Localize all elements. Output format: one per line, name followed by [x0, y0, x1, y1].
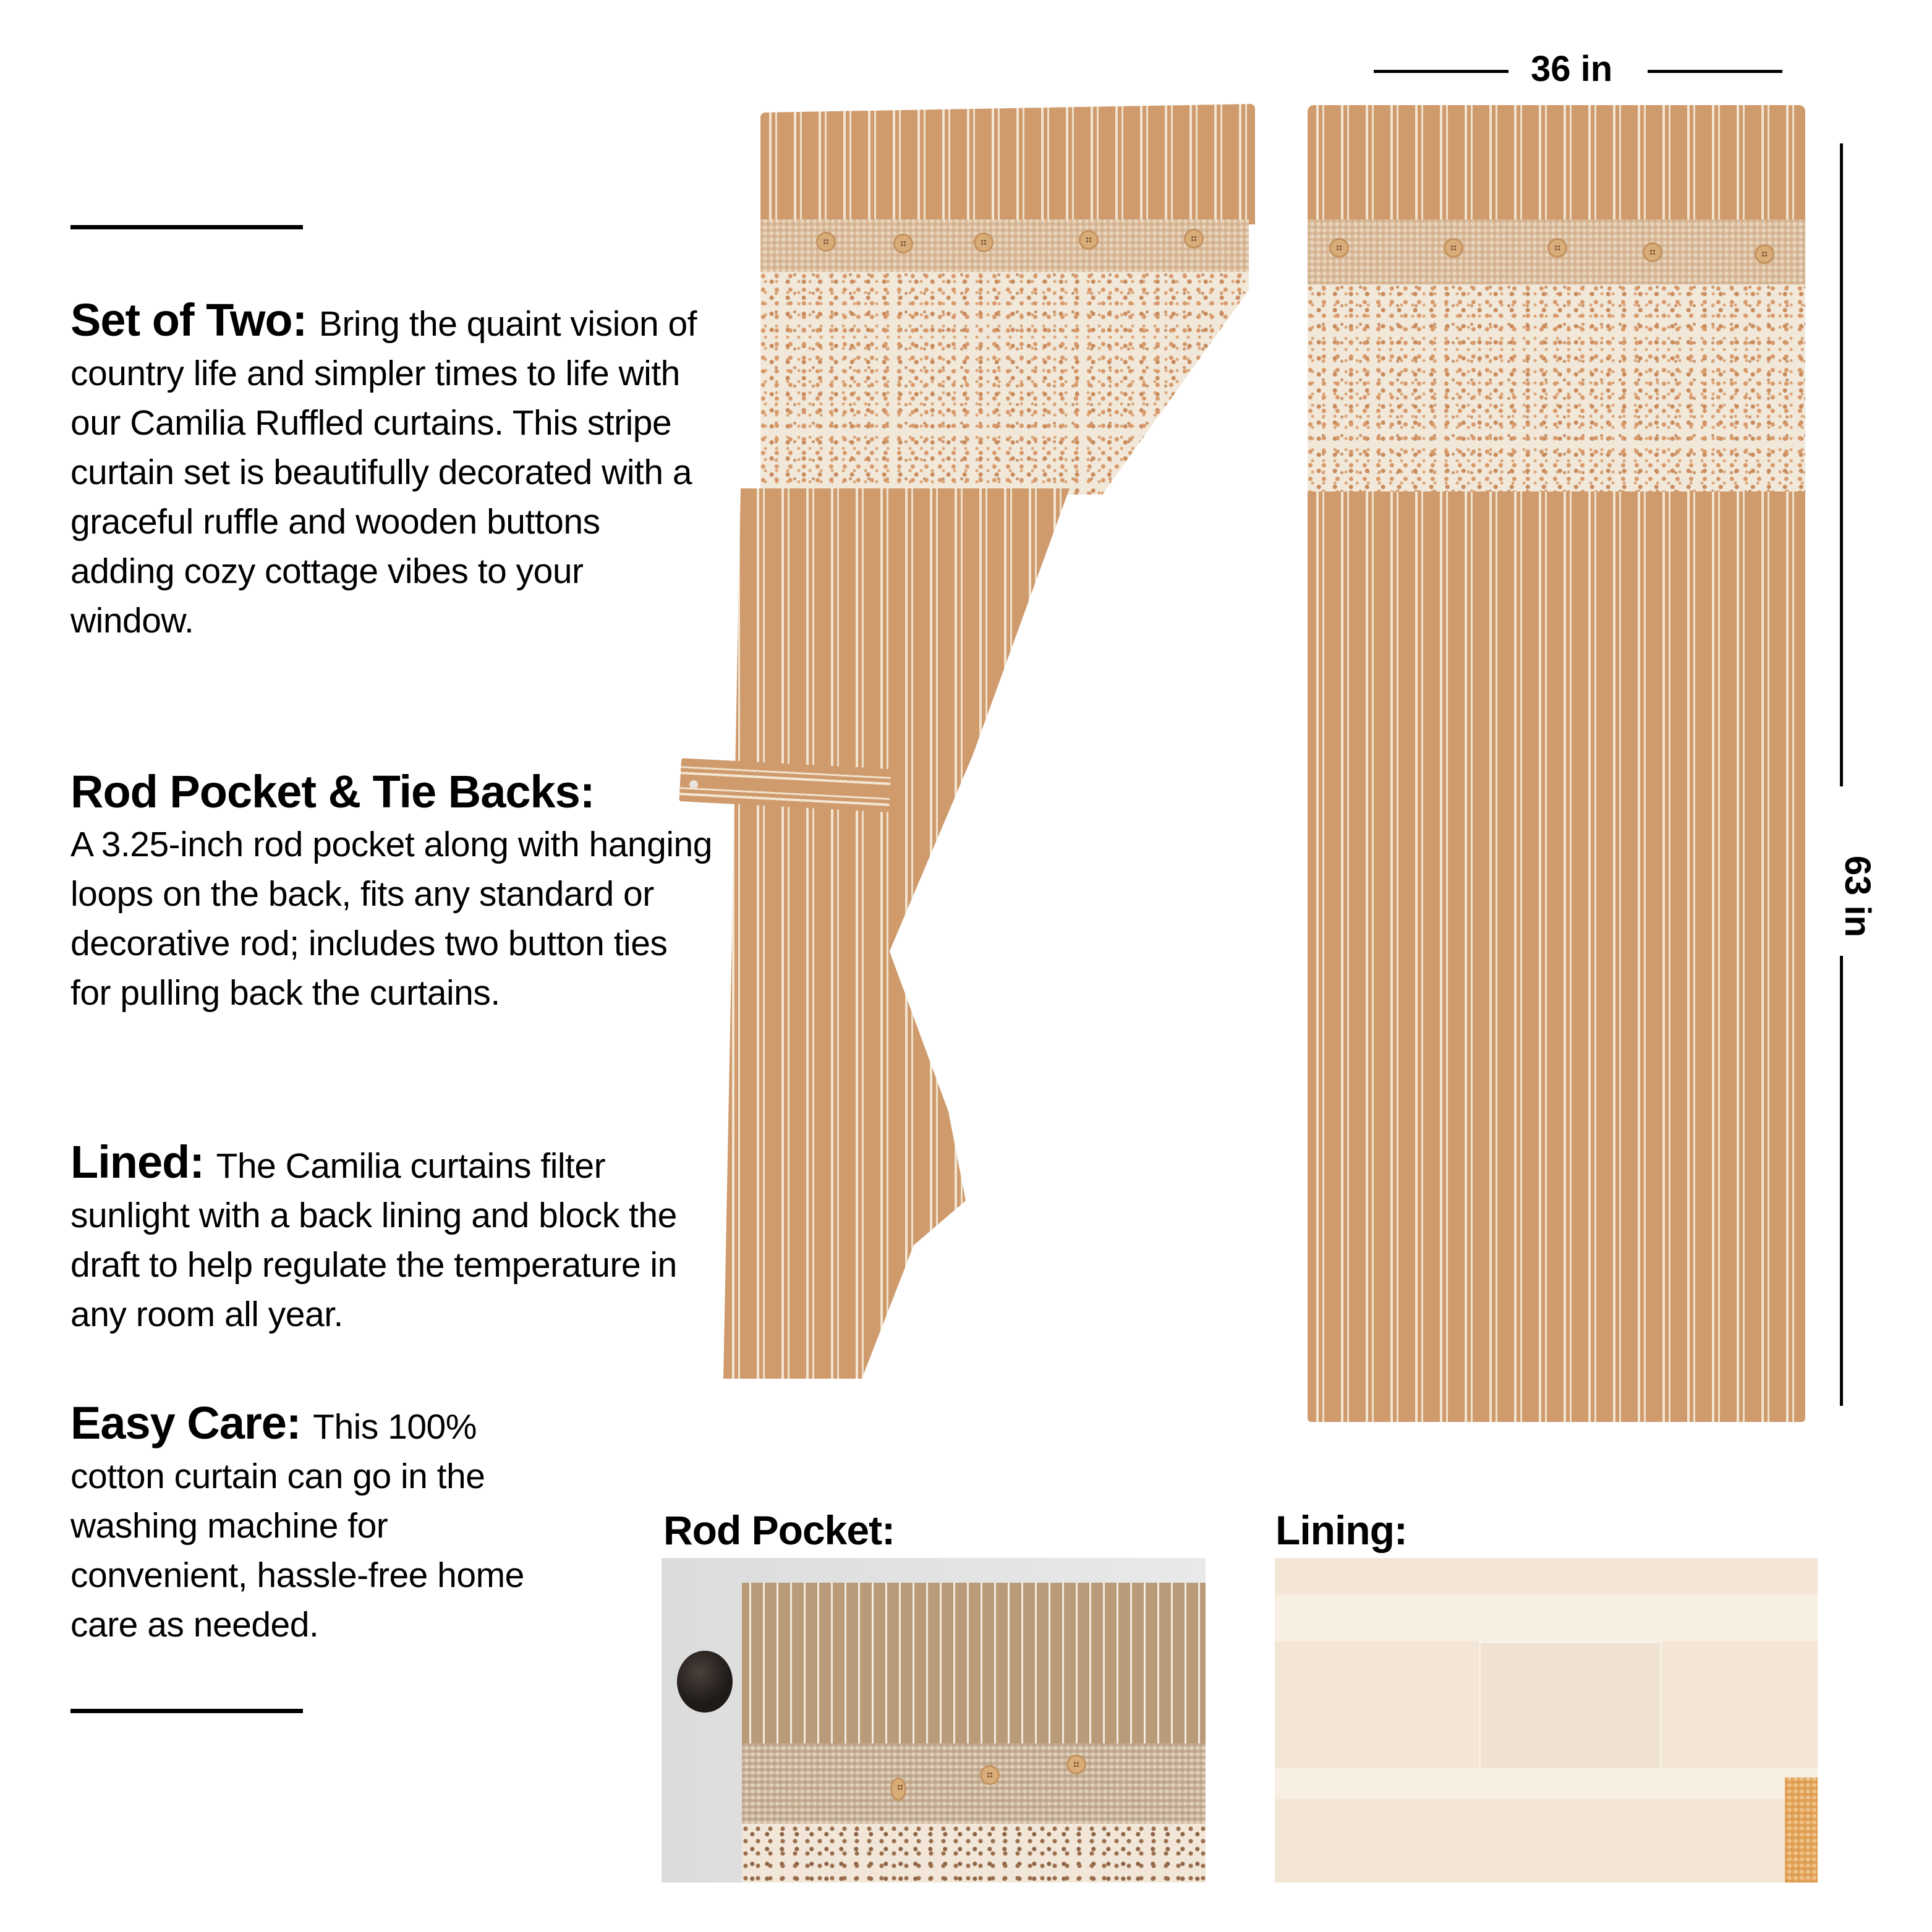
feature-body: A 3.25-inch rod pocket along with hanging loops on the back, fits any standard or decorative rod; includes two button ties for pulling back the curtains. [70, 825, 712, 1013]
feature-title: Lined: [70, 1136, 216, 1188]
feature-body: This 100% cotton curtain can go in the washing machine for convenient, hassle-free home care as needed. [70, 1407, 524, 1645]
rod-pocket-label: Rod Pocket: [663, 1507, 895, 1553]
rod-pocket-floral [742, 1824, 1206, 1883]
lining-gingham-edge [1785, 1777, 1818, 1883]
height-dimension-label: 63 in [1837, 855, 1878, 938]
wooden-button-icon [974, 232, 994, 252]
width-dimension-label: 36 in [1531, 49, 1613, 89]
wooden-button-icon [1643, 242, 1662, 262]
height-dimension-line-bottom [1840, 956, 1843, 1406]
wooden-button-icon [1079, 230, 1099, 250]
feature-title: Rod Pocket & Tie Backs: [70, 766, 595, 817]
feature-title: Set of Two: [70, 294, 319, 346]
curtain-left-floral-ruffle [760, 272, 1249, 495]
width-dimension-line-right [1648, 70, 1782, 73]
tie-back-button-icon [689, 780, 698, 789]
lining-panel [1479, 1641, 1662, 1772]
curtain-right-floral-ruffle [1308, 284, 1805, 495]
wooden-button-icon [1066, 1755, 1086, 1774]
feature-lined [70, 1138, 707, 1339]
lining-label: Lining: [1275, 1507, 1407, 1553]
wooden-button-icon [890, 1777, 906, 1801]
feature-set-of-two [70, 296, 707, 645]
wooden-button-icon [816, 232, 836, 252]
rod-pocket-photo [662, 1558, 1206, 1883]
height-dimension-line-top [1840, 143, 1843, 786]
feature-body: Bring the quaint vision of country life and simpler times to life with our Camilia Ruffled curtains. This stripe curtain set is beautifully decorated with a graceful ruffle and wooden buttons adding cozy cottage vibes to your window. [70, 304, 697, 640]
curtain-left-header-stripes [760, 104, 1255, 233]
wooden-button-icon [1184, 229, 1204, 249]
wooden-button-icon [980, 1765, 1000, 1785]
lining-seam-band [1275, 1595, 1818, 1641]
wooden-button-icon [1755, 244, 1774, 264]
curtain-right-body [1308, 492, 1805, 1422]
bottom-divider [70, 1709, 303, 1713]
lining-photo [1275, 1558, 1818, 1883]
curtain-left-body [723, 488, 1070, 1379]
wooden-button-icon [1329, 238, 1349, 258]
width-dimension-line-left [1374, 70, 1509, 73]
curtain-rod-finial-icon [677, 1651, 733, 1713]
wooden-button-icon [1444, 238, 1463, 258]
feature-body: The Camilia curtains filter sunlight with a back lining and block the draft to help regulate the temperature in any room all year. [70, 1146, 677, 1334]
wooden-button-icon [1547, 238, 1567, 258]
feature-title: Easy Care: [70, 1397, 313, 1449]
lining-seam-band [1275, 1768, 1818, 1799]
rod-pocket-gingham [742, 1743, 1206, 1827]
curtain-right-header-stripes [1308, 105, 1805, 229]
wooden-button-icon [893, 234, 913, 253]
feature-rod-pocket-tie-backs [70, 764, 713, 1018]
feature-easy-care [70, 1398, 528, 1649]
top-divider [70, 225, 303, 229]
